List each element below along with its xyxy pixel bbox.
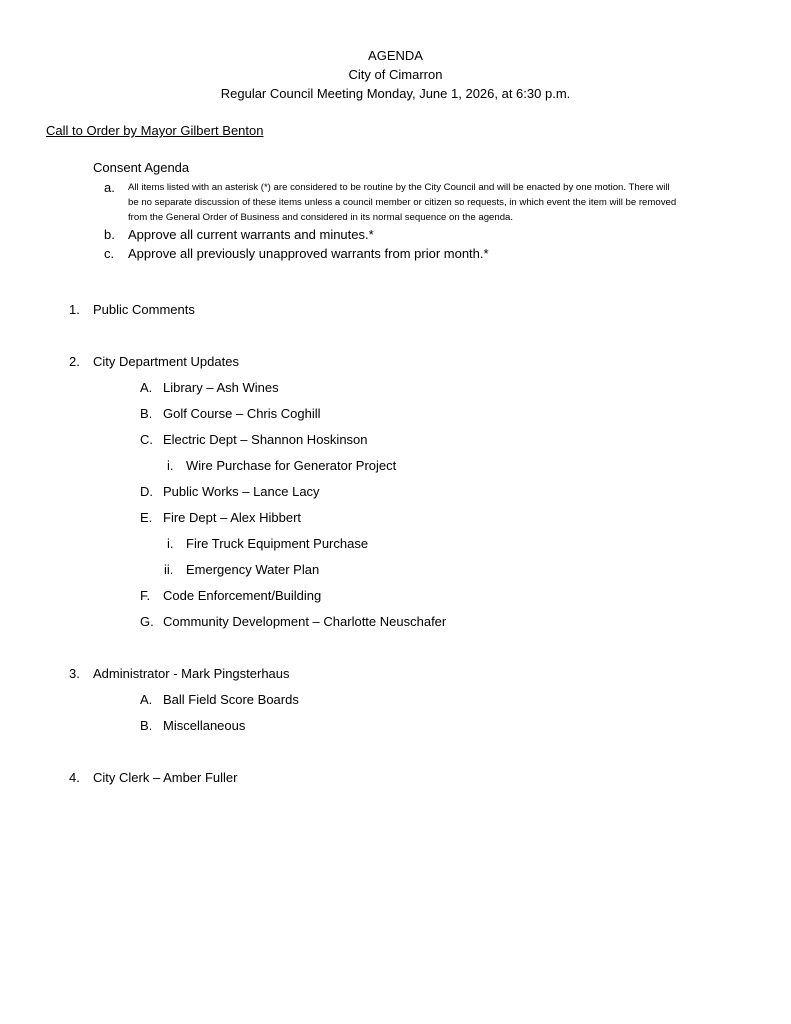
call-to-order: Call to Order by Mayor Gilbert Benton bbox=[46, 123, 264, 138]
item-3-text: Administrator - Mark Pingsterhaus bbox=[93, 666, 290, 681]
item-2e-ii-marker: ii. bbox=[164, 562, 174, 577]
item-2e-marker: E. bbox=[140, 510, 153, 525]
item-3b-marker: B. bbox=[140, 718, 153, 733]
item-2d-text: Public Works – Lance Lacy bbox=[163, 484, 320, 499]
item-2c-i-marker: i. bbox=[167, 458, 174, 473]
item-4-text: City Clerk – Amber Fuller bbox=[93, 770, 238, 785]
consent-a-marker: a. bbox=[104, 180, 115, 195]
item-2e-ii-text: Emergency Water Plan bbox=[186, 562, 320, 577]
item-4-number: 4. bbox=[69, 770, 80, 785]
meeting-info: Regular Council Meeting Monday, June 1, 2026, at 6:30 p.m. bbox=[220, 86, 571, 101]
city-name: City of Cimarron bbox=[348, 67, 443, 82]
item-2b-marker: B. bbox=[140, 406, 153, 421]
item-1-text: Public Comments bbox=[93, 302, 195, 317]
item-2e-i-marker: i. bbox=[167, 536, 174, 551]
item-1-number: 1. bbox=[69, 302, 80, 317]
item-3-number: 3. bbox=[69, 666, 80, 681]
item-2b-text: Golf Course – Chris Coghill bbox=[163, 406, 321, 421]
item-2d-marker: D. bbox=[140, 484, 153, 499]
agenda-title: AGENDA bbox=[368, 48, 423, 63]
item-2e-i-text: Fire Truck Equipment Purchase bbox=[186, 536, 369, 551]
item-2a-text: Library – Ash Wines bbox=[163, 380, 279, 395]
item-2f-marker: F. bbox=[140, 588, 151, 603]
item-3a-marker: A. bbox=[140, 692, 153, 707]
item-2g-text: Community Development – Charlotte Neuschafer bbox=[163, 614, 447, 629]
item-3a-text: Ball Field Score Boards bbox=[163, 692, 299, 707]
consent-c-marker: c. bbox=[104, 246, 115, 261]
consent-a-line3: from the General Order of Business and considered in its normal sequence on the agenda. bbox=[128, 212, 514, 223]
item-2c-i-text: Wire Purchase for Generator Project bbox=[186, 458, 397, 473]
consent-c-text: Approve all previously unapproved warrants from prior month.* bbox=[128, 246, 489, 261]
item-2f-text: Code Enforcement/Building bbox=[163, 588, 322, 603]
item-3b-text: Miscellaneous bbox=[163, 718, 246, 733]
consent-b-marker: b. bbox=[104, 227, 115, 242]
consent-a-line2: be no separate discussion of these items unless a council member or citizen so requests, in which event the item will be removed bbox=[128, 197, 677, 208]
consent-heading: Consent Agenda bbox=[93, 160, 190, 175]
item-2-number: 2. bbox=[69, 354, 80, 369]
item-2c-text: Electric Dept – Shannon Hoskinson bbox=[163, 432, 368, 447]
item-2-text: City Department Updates bbox=[93, 354, 239, 369]
item-2e-text: Fire Dept – Alex Hibbert bbox=[163, 510, 302, 525]
item-2c-marker: C. bbox=[140, 432, 153, 447]
item-2a-marker: A. bbox=[140, 380, 153, 395]
consent-b-text: Approve all current warrants and minutes.* bbox=[128, 227, 374, 242]
item-2g-marker: G. bbox=[140, 614, 154, 629]
consent-a-line1: All items listed with an asterisk (*) are considered to be routine by the City Council and will be enacted by one motion. There will bbox=[128, 182, 670, 193]
